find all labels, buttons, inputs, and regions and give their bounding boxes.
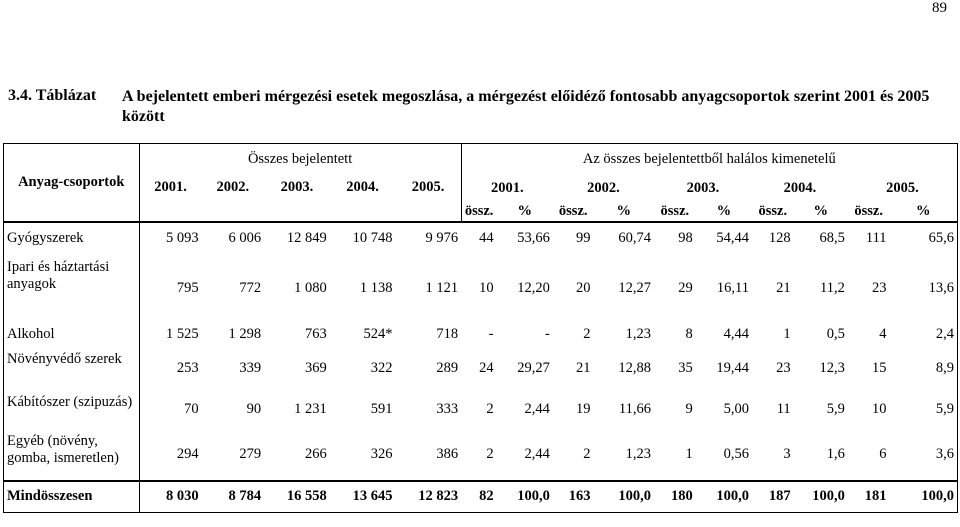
total-cell: 187 bbox=[752, 481, 794, 513]
table-cell: 10 bbox=[479, 279, 494, 296]
year-header-total: 2002. bbox=[202, 176, 265, 222]
table-cell: 5 093 bbox=[139, 222, 202, 255]
table-cell: 2 bbox=[486, 445, 494, 462]
table-cell: 8,9 bbox=[890, 347, 958, 390]
table-cell: 68,5 bbox=[794, 222, 848, 255]
table-cell: 2 bbox=[486, 400, 494, 417]
table-cell: 591 bbox=[370, 400, 393, 417]
total-label: Mindösszesen bbox=[4, 481, 140, 513]
table-row bbox=[4, 255, 958, 322]
row-label: Gyógyszerek bbox=[4, 222, 140, 255]
table-cell: 19 bbox=[576, 400, 591, 417]
table-cell: 1 138 bbox=[359, 279, 393, 296]
table-cell: 2 bbox=[583, 445, 591, 462]
table-cell: 0,56 bbox=[723, 445, 749, 462]
table-cell: 289 bbox=[436, 359, 459, 376]
row-label: Ipari és háztartási anyagok bbox=[4, 255, 140, 322]
table-cell: 0,5 bbox=[826, 325, 845, 342]
table-cell: 99 bbox=[553, 222, 594, 255]
table-cell: 53,66 bbox=[497, 222, 553, 255]
count-subheader: össz. bbox=[461, 202, 496, 222]
table-cell: 253 bbox=[176, 359, 199, 376]
total-cell: 13 645 bbox=[330, 481, 396, 513]
table-cell: 12,27 bbox=[618, 279, 651, 296]
table-cell: 16,11 bbox=[716, 279, 749, 296]
percent-subheader: % bbox=[696, 202, 752, 222]
total-cell: 12 823 bbox=[395, 481, 461, 513]
table-cell: 369 bbox=[305, 359, 327, 376]
table-cell: 98 bbox=[654, 222, 696, 255]
row-label: Alkohol bbox=[4, 322, 140, 347]
row-label: Növényvédő szerek bbox=[4, 347, 140, 390]
table-cell: 1,23 bbox=[625, 325, 651, 342]
year-header-total: 2005. bbox=[395, 176, 461, 222]
table-cell: 12 849 bbox=[264, 222, 330, 255]
percent-subheader: % bbox=[594, 202, 654, 222]
table-cell: 111 bbox=[848, 222, 890, 255]
table-cell: 21 bbox=[576, 359, 591, 376]
table-cell: 2,44 bbox=[524, 445, 550, 462]
year-header-total: 2004. bbox=[330, 176, 396, 222]
table-cell: 13,6 bbox=[890, 255, 958, 322]
table-cell: 1 bbox=[685, 445, 693, 462]
percent-subheader: % bbox=[890, 202, 958, 222]
corner-header: Anyag-csoportok bbox=[4, 144, 140, 222]
table-cell: 54,44 bbox=[696, 222, 752, 255]
total-cell: 100,0 bbox=[890, 481, 958, 513]
table-caption-title: A bejelentett emberi mérgezési esetek megoszlása, a mérgezést előidéző fontosabb anyagcsoportok szerint 2001 és 2005 között bbox=[122, 88, 930, 125]
table-cell: 90 bbox=[246, 400, 262, 417]
table-cell: 763 bbox=[305, 325, 327, 342]
table-cell: 772 bbox=[239, 279, 262, 296]
table-cell: 65,6 bbox=[890, 222, 958, 255]
total-cell: 82 bbox=[461, 481, 496, 513]
year-header-total: 2001. bbox=[139, 176, 202, 222]
table-cell: 15 bbox=[872, 359, 887, 376]
total-row bbox=[4, 481, 958, 513]
total-cell: 100,0 bbox=[497, 481, 553, 513]
table-cell: 339 bbox=[239, 359, 262, 376]
table-cell: 1 525 bbox=[165, 325, 199, 342]
table-cell: 1,6 bbox=[826, 445, 845, 462]
table-cell: 9 976 bbox=[395, 222, 461, 255]
table-cell: 294 bbox=[176, 445, 199, 462]
table-cell: 1 298 bbox=[228, 325, 262, 342]
table-cell: 1 bbox=[783, 325, 791, 342]
table-cell: 326 bbox=[370, 445, 393, 462]
table-cell: 44 bbox=[461, 222, 496, 255]
table-cell: 1 121 bbox=[425, 279, 459, 296]
year-header-fatal: 2002. bbox=[587, 180, 620, 196]
table-cell: 12,3 bbox=[819, 359, 845, 376]
table-cell: 29 bbox=[678, 279, 693, 296]
table-cell: 9 bbox=[685, 400, 693, 417]
total-cell: 100,0 bbox=[794, 481, 848, 513]
table-cell: 20 bbox=[576, 279, 591, 296]
percent-subheader: % bbox=[794, 202, 848, 222]
table-cell: 35 bbox=[678, 359, 693, 376]
percent-subheader: % bbox=[497, 202, 553, 222]
table-row bbox=[4, 347, 958, 390]
table-row bbox=[4, 322, 958, 347]
table-cell: 6 bbox=[879, 445, 887, 462]
count-subheader: össz. bbox=[553, 202, 594, 222]
table-cell: 2,44 bbox=[524, 400, 550, 417]
table-cell: 23 bbox=[872, 279, 887, 296]
table-cell: 5,9 bbox=[890, 390, 958, 429]
table-cell: 5,9 bbox=[826, 400, 845, 417]
table-cell: 1 080 bbox=[294, 279, 327, 296]
table-row bbox=[4, 429, 958, 481]
count-subheader: össz. bbox=[654, 202, 696, 222]
table-cell: 333 bbox=[436, 400, 459, 417]
table-cell: 279 bbox=[239, 445, 262, 462]
table-cell: 524* bbox=[363, 325, 393, 342]
table-cell: 24 bbox=[479, 359, 494, 376]
table-cell: 3 bbox=[783, 445, 791, 462]
table-cell: 4 bbox=[879, 325, 887, 342]
table-cell: 12,88 bbox=[618, 359, 651, 376]
table-cell: 4,44 bbox=[723, 325, 749, 342]
table-cell: 11,66 bbox=[618, 400, 651, 417]
year-header-fatal: 2005. bbox=[848, 176, 958, 202]
table-cell: 2,4 bbox=[890, 322, 958, 347]
table-cell: 11 bbox=[776, 400, 791, 417]
group-header-total: Összes bejelentett bbox=[139, 144, 461, 176]
table-cell: 29,27 bbox=[517, 359, 550, 376]
table-cell: 266 bbox=[305, 445, 327, 462]
year-header-total: 2003. bbox=[264, 176, 330, 222]
table-cell: 10 bbox=[872, 400, 887, 417]
total-cell: 8 784 bbox=[202, 481, 265, 513]
table-row bbox=[4, 390, 958, 429]
table-row bbox=[4, 222, 958, 255]
table-cell: 12,20 bbox=[517, 279, 550, 296]
table-cell: 21 bbox=[776, 279, 791, 296]
year-header-fatal: 2003. bbox=[686, 180, 720, 196]
table-cell: 795 bbox=[176, 279, 199, 296]
total-cell: 100,0 bbox=[696, 481, 752, 513]
table-cell: - bbox=[488, 325, 494, 342]
year-header-fatal: 2001. bbox=[490, 180, 524, 196]
total-cell: 8 030 bbox=[139, 481, 202, 513]
table-cell: 23 bbox=[776, 359, 791, 376]
count-subheader: össz. bbox=[848, 202, 890, 222]
group-header-fatal: Az összes bejelentettből halálos kimenetelű bbox=[461, 144, 957, 176]
poisoning-table bbox=[3, 143, 958, 513]
table-cell: - bbox=[545, 325, 550, 342]
table-cell: 1 231 bbox=[294, 400, 327, 417]
table-cell: 128 bbox=[752, 222, 794, 255]
table-cell: 5,00 bbox=[723, 400, 749, 417]
table-cell: 718 bbox=[436, 325, 459, 342]
table-cell: 6 006 bbox=[202, 222, 265, 255]
table-cell: 1,23 bbox=[625, 445, 651, 462]
table-cell: 386 bbox=[436, 445, 459, 462]
table-cell: 3,6 bbox=[890, 429, 958, 481]
table-cell: 8 bbox=[685, 325, 693, 342]
count-subheader: össz. bbox=[752, 202, 794, 222]
page-number: 89 bbox=[932, 0, 947, 16]
row-label: Egyéb (növény, gomba, ismeretlen) bbox=[4, 429, 140, 481]
total-cell: 181 bbox=[848, 481, 890, 513]
table-cell: 322 bbox=[370, 359, 393, 376]
table-cell: 60,74 bbox=[594, 222, 654, 255]
total-cell: 163 bbox=[553, 481, 594, 513]
total-cell: 180 bbox=[654, 481, 696, 513]
table-cell: 10 748 bbox=[330, 222, 396, 255]
table-cell: 11,2 bbox=[820, 279, 845, 296]
total-cell: 100,0 bbox=[594, 481, 654, 513]
table-caption-label: 3.4. Táblázat bbox=[8, 87, 97, 104]
year-header-fatal: 2004. bbox=[783, 180, 817, 196]
table-cell: 2 bbox=[583, 325, 591, 342]
row-label: Kábítószer (szipuzás) bbox=[4, 390, 140, 429]
table-cell: 19,44 bbox=[716, 359, 749, 376]
total-cell: 16 558 bbox=[264, 481, 330, 513]
table-cell: 70 bbox=[184, 400, 199, 417]
